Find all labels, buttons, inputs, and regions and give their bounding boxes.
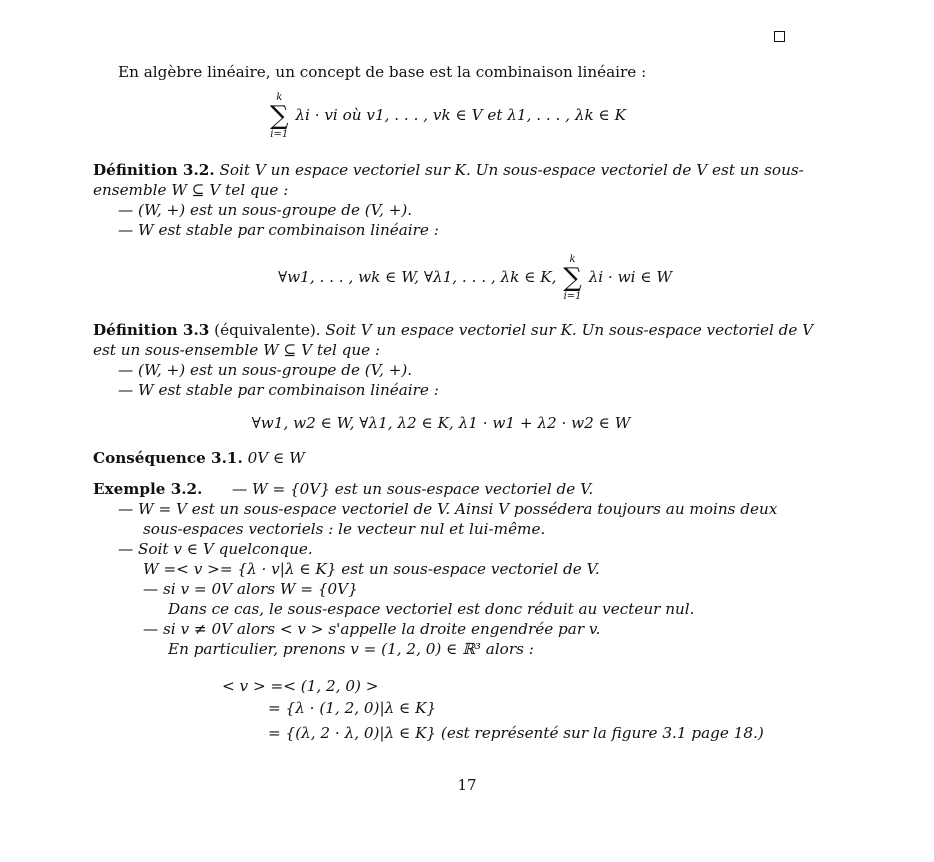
definition-3-2-heading xyxy=(93,160,804,180)
intro-text: En algèbre linéaire, un concept de base est la combinaison linéaire : xyxy=(118,63,647,81)
example-line6: — si v = 0V alors W = {0V} xyxy=(143,580,358,598)
definition-3-3-item1: — (W, +) est un sous-groupe de (V, +). xyxy=(118,361,413,379)
example-line4: — Soit v ∈ V quelconque. xyxy=(118,540,313,558)
definition-label: Définition 3.3 xyxy=(93,321,210,339)
example-line3: sous-espaces vectoriels : le vecteur nul et lui-même. xyxy=(143,520,546,538)
example-equation-3: = {(λ, 2 · λ, 0)|λ ∈ K} (est représenté sur la figure 3.1 page 18.) xyxy=(268,724,764,742)
definition-text: Soit V un espace vectoriel sur K. Un sous-espace vectoriel de V xyxy=(325,321,814,339)
definition-3-3-formula: ∀w1, w2 ∈ W, ∀λ1, λ2 ∈ K, λ1 · w1 + λ2 · w2 ∈ W xyxy=(251,414,631,432)
definition-3-3-item2: — W est stable par combinaison linéaire : xyxy=(118,381,439,399)
definition-label: Définition 3.2. xyxy=(93,161,215,179)
definition-3-2-item2: — W est stable par combinaison linéaire : xyxy=(118,221,439,239)
example-label: Exemple 3.2. xyxy=(93,480,203,498)
example-line1: — W = {0V} est un sous-espace vectoriel de V. xyxy=(232,480,594,498)
definition-3-3-line2: est un sous-ensemble W ⊆ V tel que : xyxy=(93,341,381,359)
formula-expression: λi · vi où v1, . . . , vk ∈ V et λ1, . . . , λk ∈ K xyxy=(295,106,626,124)
page-number: 17 xyxy=(457,776,477,794)
definition-3-2-line2: ensemble W ⊆ V tel que : xyxy=(93,181,289,199)
definition-text: Soit V un espace vectoriel sur K. Un sous-espace vectoriel de V est un sous- xyxy=(219,161,804,179)
example-equation-2: = {λ · (1, 2, 0)|λ ∈ K} xyxy=(268,699,437,717)
consequence-3-1 xyxy=(93,448,305,468)
definition-3-2-item1: — (W, +) est un sous-groupe de (V, +). xyxy=(118,201,413,219)
definition-3-2-formula: ∀w1, . . . , wk ∈ W, ∀λ1, . . . , λk ∈ K, k ∑ i=1 λi · wi ∈ W xyxy=(278,254,673,302)
example-line9: En particulier, prenons v = (1, 2, 0) ∈ ℝ³ alors : xyxy=(168,640,534,658)
example-line5: W =< v >= {λ · v|λ ∈ K} est un sous-espace vectoriel de V. xyxy=(143,560,600,578)
example-line2: — W = V est un sous-espace vectoriel de V. Ainsi V possédera toujours au moins deux xyxy=(118,500,778,518)
definition-label-suffix: (équivalente). xyxy=(209,321,321,339)
summation-symbol: k ∑ i=1 xyxy=(270,92,289,140)
linear-combination-formula xyxy=(268,92,626,140)
summation-symbol: k ∑ i=1 xyxy=(563,254,582,302)
definition-3-3-heading xyxy=(93,320,813,340)
example-line8: — si v ≠ 0V alors < v > s'appelle la droite engendrée par v. xyxy=(143,620,601,638)
figure-reference: (est représenté sur la figure 3.1 page 18.) xyxy=(440,724,764,742)
qed-square-icon xyxy=(774,31,785,42)
example-3-2-heading xyxy=(93,479,202,499)
example-equation-1: < v > =< (1, 2, 0) > xyxy=(222,677,379,695)
consequence-label: Conséquence 3.1. xyxy=(93,449,243,467)
consequence-text: 0V ∈ W xyxy=(247,449,305,467)
example-line7: Dans ce cas, le sous-espace vectoriel est donc réduit au vecteur nul. xyxy=(168,600,695,618)
